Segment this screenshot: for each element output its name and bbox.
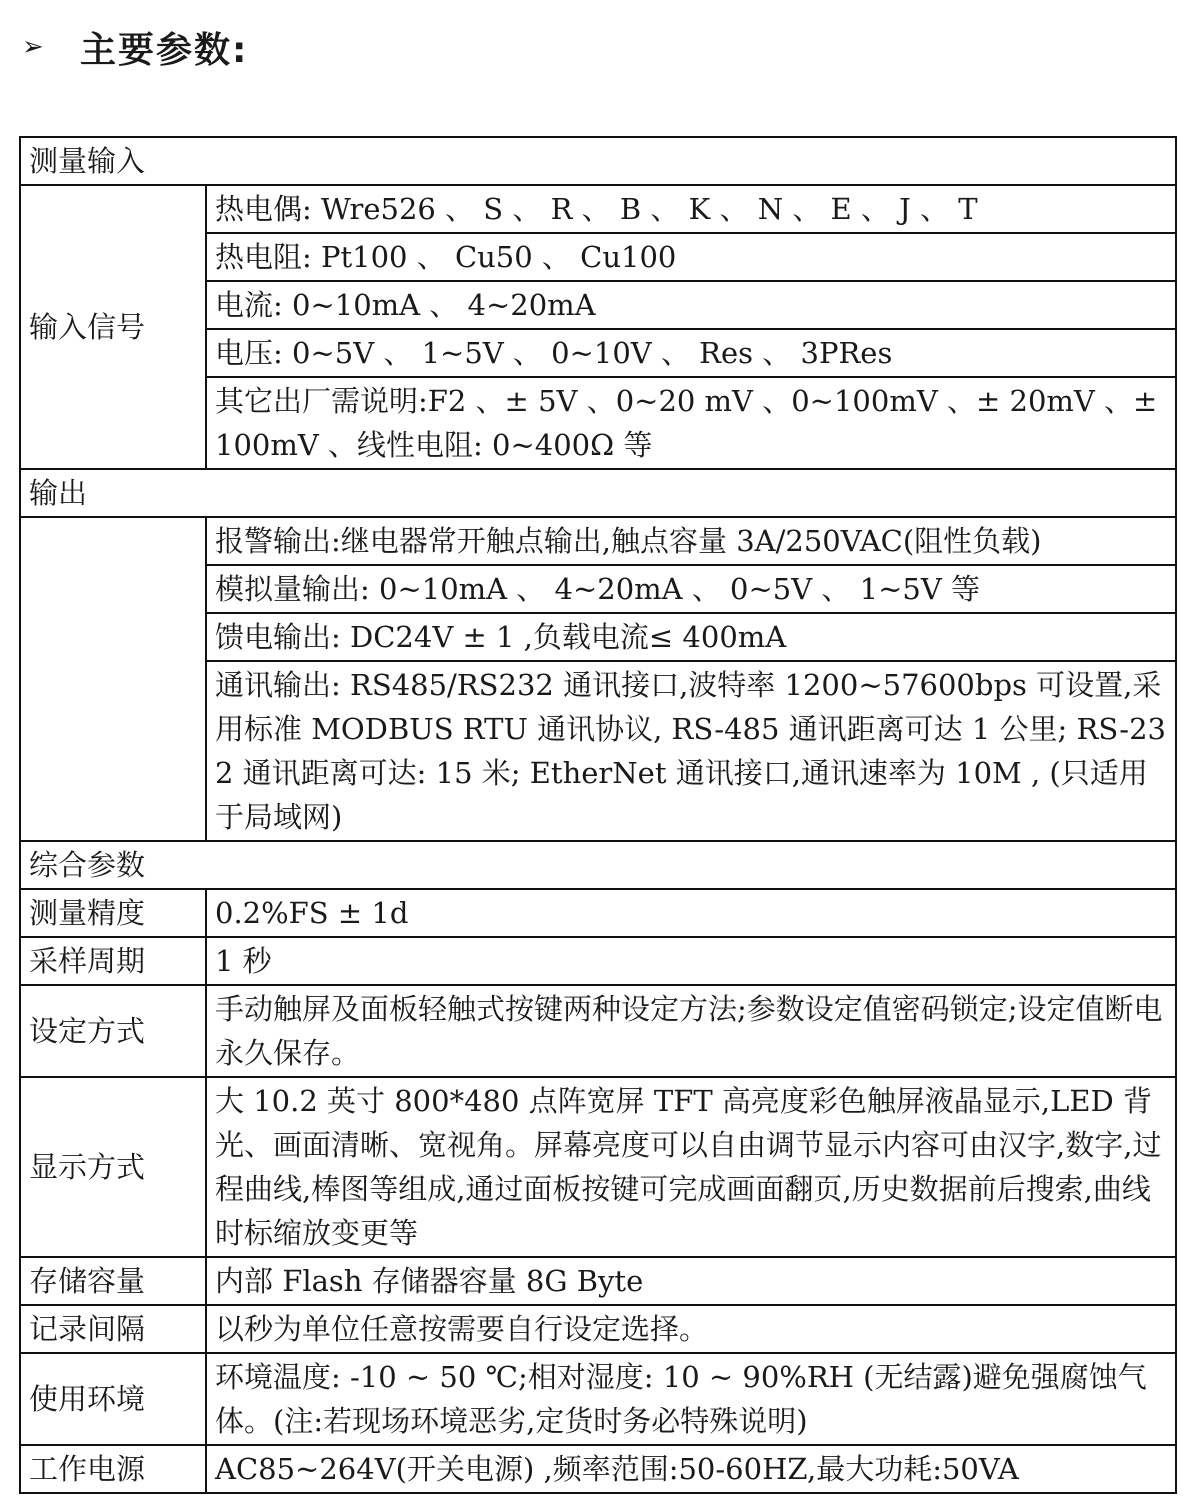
section-row-measure-input — [20, 137, 1176, 185]
table-row — [20, 937, 1176, 985]
current-value: 电流: 0~10mA 、 4~20mA — [206, 281, 1176, 329]
table-row — [20, 985, 1176, 1077]
param-label: 采样周期 — [20, 937, 206, 985]
comm-output-value: 通讯输出: RS485/RS232 通讯接口,波特率 1200~57600bps 可设置,采用标准 MODBUS RTU 通讯协议, RS-485 通讯距离可达 1 公里; RS-232 通讯距离可达: 15 米; EtherNet 通讯接口,通讯速率为 10M , (只适用于局域网) — [206, 661, 1176, 841]
feed-output-value: 馈电输出: DC24V ± 1 ,负载电流≤ 400mA — [206, 613, 1176, 661]
rtd-value: 热电阻: Pt100 、 Cu50 、 Cu100 — [206, 233, 1176, 281]
param-value: 大 10.2 英寸 800*480 点阵宽屏 TFT 高亮度彩色触屏液晶显示,LED 背光、画面清晰、宽视角。屏幕亮度可以自由调节显示内容可由汉字,数字,过程曲线,棒图等组成,通过面板按键可完成画面翻页,历史数据前后搜索,曲线时标缩放变更等 — [206, 1077, 1176, 1257]
param-value: 环境温度: -10 ~ 50 ℃;相对湿度: 10 ~ 90%RH (无结露)避免强腐蚀气体。(注:若现场环境恶劣,定货时务必特殊说明) — [206, 1353, 1176, 1445]
table-row — [20, 1077, 1176, 1257]
table-row — [20, 1445, 1176, 1493]
table-row — [20, 1305, 1176, 1353]
parameter-table — [19, 136, 1177, 1494]
table-row — [20, 1257, 1176, 1305]
arrow-bullet-icon: ➢ — [22, 32, 44, 62]
param-label: 记录间隔 — [20, 1305, 206, 1353]
table-row — [20, 185, 1176, 233]
section-heading — [22, 22, 248, 72]
alarm-output-value: 报警输出:继电器常开触点输出,触点容量 3A/250VAC(阻性负载) — [206, 517, 1176, 565]
section-label-general: 综合参数 — [20, 841, 1176, 889]
param-value: 内部 Flash 存储器容量 8G Byte — [206, 1257, 1176, 1305]
section-row-general — [20, 841, 1176, 889]
table-row — [20, 889, 1176, 937]
param-label: 测量精度 — [20, 889, 206, 937]
param-label: 存储容量 — [20, 1257, 206, 1305]
param-label: 显示方式 — [20, 1077, 206, 1257]
param-label: 设定方式 — [20, 985, 206, 1077]
analog-output-value: 模拟量输出: 0~10mA 、 4~20mA 、 0~5V 、 1~5V 等 — [206, 565, 1176, 613]
param-value: 0.2%FS ± 1d — [206, 889, 1176, 937]
section-title: 主要参数: — [80, 29, 249, 71]
section-row-output — [20, 469, 1176, 517]
param-value: 以秒为单位任意按需要自行设定选择。 — [206, 1305, 1176, 1353]
thermocouple-value: 热电偶: Wre526 、 S 、 R 、 B 、 K 、 N 、 E 、 J 、 T — [206, 185, 1176, 233]
param-value: 1 秒 — [206, 937, 1176, 985]
input-signal-label: 输入信号 — [20, 185, 206, 469]
other-input-value: 其它出厂需说明:F2 、± 5V 、0~20 mV 、0~100mV 、± 20mV 、± 100mV 、线性电阻: 0~400Ω 等 — [206, 377, 1176, 469]
param-value: AC85~264V(开关电源) ,频率范围:50-60HZ,最大功耗:50VA — [206, 1445, 1176, 1493]
section-label-measure-input: 测量输入 — [20, 137, 1176, 185]
section-label-output: 输出 — [20, 469, 1176, 517]
param-label: 工作电源 — [20, 1445, 206, 1493]
param-label: 使用环境 — [20, 1353, 206, 1445]
output-label-empty — [20, 517, 206, 841]
table-row — [20, 517, 1176, 565]
param-value: 手动触屏及面板轻触式按键两种设定方法;参数设定值密码锁定;设定值断电永久保存。 — [206, 985, 1176, 1077]
voltage-value: 电压: 0~5V 、 1~5V 、 0~10V 、 Res 、 3PRes — [206, 329, 1176, 377]
table-row — [20, 1353, 1176, 1445]
